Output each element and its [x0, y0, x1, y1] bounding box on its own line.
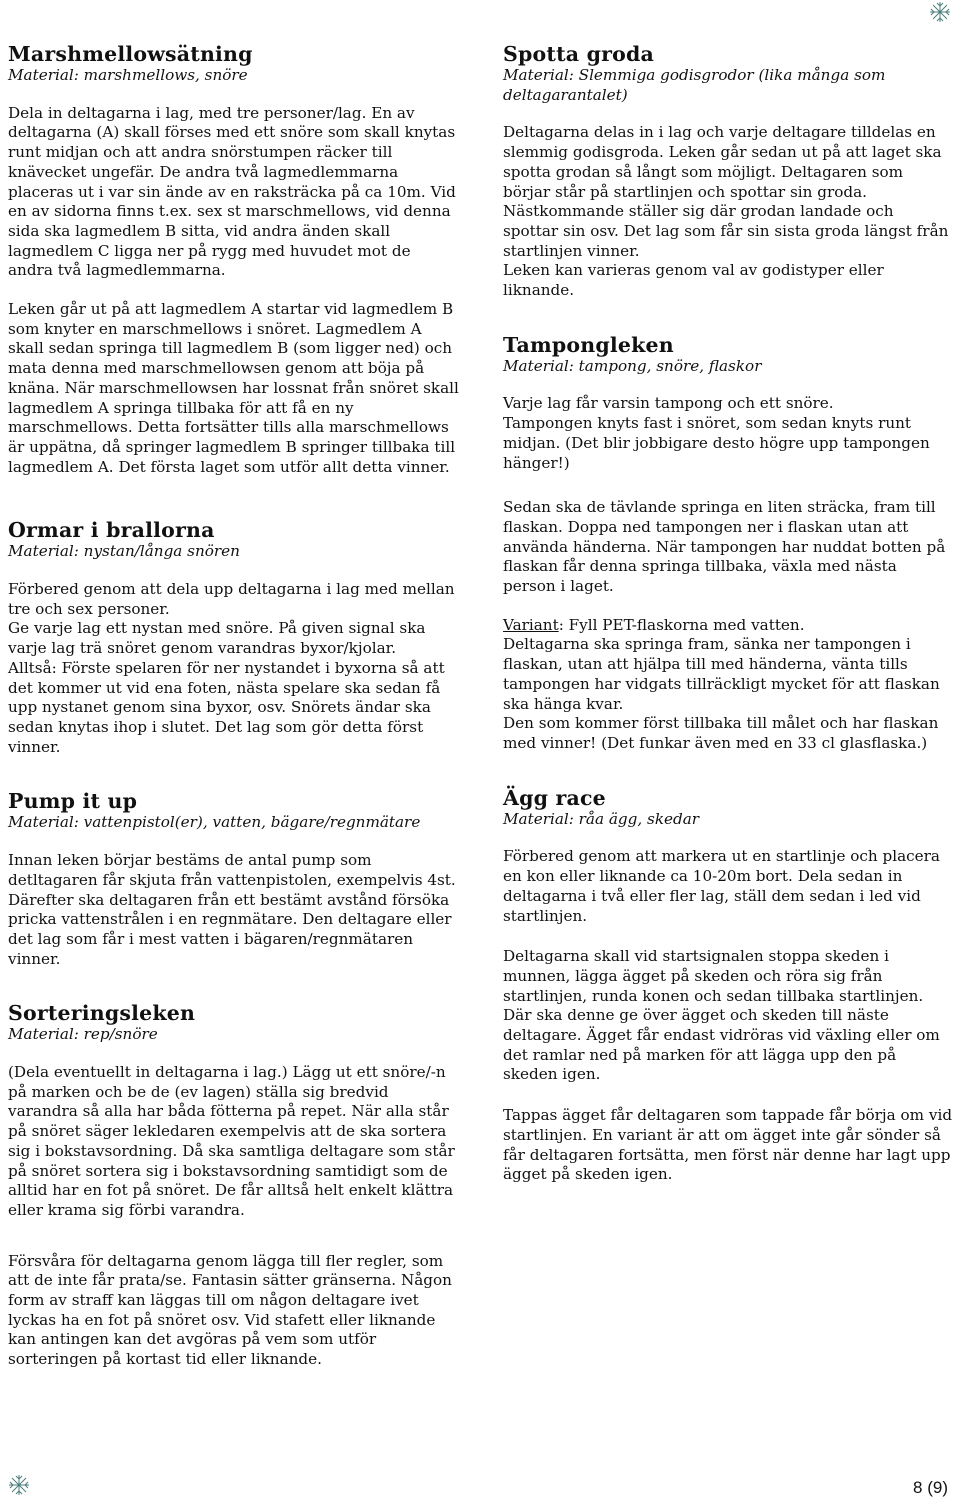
snowflake-icon	[929, 1, 951, 23]
section-material: Material: marshmellows, snöre	[8, 66, 248, 84]
paragraph: (Dela eventuellt in deltagarna i lag.) Lägg ut ett snöre/-n på marken och be de (ev lagen) ställa sig bredvid varandra så alla har båda fötterna på repet. När alla står på snöret säger lekledaren exempelvis att de ska sortera sig i bokstavsordning. Då ska samtliga deltagare som står på snöret sortera sig i bokstavsordning samtidigt som de alltid har en fot på snöret. De får alltså helt enkelt klättra eller krama sig förbi varandra.	[8, 1063, 455, 1219]
left-column	[8, 42, 460, 1389]
section-title: Ägg race	[503, 785, 606, 810]
section-title: Marshmellowsätning	[8, 42, 253, 66]
paragraph: Innan leken börjar bestäms de antal pump som detltagaren får skjuta från vattenpistolen, exempelvis 4st. Därefter ska deltagaren från ett bestämt avstånd försöka pricka vattenstrålen i en regnmätare. Den deltagare eller det lag som får i mest vatten i bägaren/regnmätaren vinner.	[8, 851, 456, 968]
snowflake-icon	[8, 1474, 30, 1496]
paragraph: Tappas ägget får deltagaren som tappade får börja om vid startlinjen. En variant är att om ägget inte går sönder så får deltagaren fortsätta, men först när denne har lagt upp ägget på skeden igen.	[503, 1106, 953, 1184]
section-material: Material: rep/snöre	[8, 1025, 158, 1044]
paragraph: Förbered genom att dela upp deltagarna i lag med mellan tre och sex personer.	[8, 580, 455, 618]
paragraph: Sedan ska de tävlande springa en liten sträcka, fram till flaskan. Doppa ned tampongen ner i flaskan utan att använda händerna. När tampongen har nuddat botten på flaskan får denna springa tillbaka, växla med nästa person i laget.	[503, 498, 946, 596]
right-column	[503, 42, 953, 1204]
section-material: Material: nystan/långa snören	[8, 542, 240, 561]
paragraph: Tampongen knyts fast i snöret, som sedan knyts runt midjan. (Det blir jobbigare desto högre upp tampongen hänger!)	[503, 414, 930, 472]
paragraph: Varje lag får varsin tampong och ett snöre.	[503, 394, 834, 413]
section-title: Spotta groda	[503, 42, 654, 66]
section-title: Sorteringsleken	[8, 1001, 196, 1026]
paragraph: Försvåra för deltagarna genom lägga till fler regler, som att de inte får prata/se. Fantasin sätter gränserna. Någon form av straff kan läggas till om någon deltagare ivet lyckas ha en fot på snöret osv. Vid stafett eller liknande kan antingen kan det avgöras på vem som utför sorteringen på kortast tid eller liknande.	[8, 1251, 452, 1369]
variant-label: Variant	[503, 615, 559, 634]
paragraph: Deltagarna ska springa fram, sänka ner tampongen i flaskan, utan att hjälpa till med händerna, vänta tills tampongen har vidgats tillräckligt mycket för att flaskan ska hänga kvar.	[503, 635, 940, 713]
paragraph: Leken går ut på att lagmedlem A startar vid lagmedlem B som knyter en marschmellows i snöret. Lagmedlem A skall sedan springa till lagmedlem B (som ligger ned) och mata denna med marschmellowsen genom att böja på knäna. När marschmellowsen har lossnat från snöret skall lagmedlem A springa tillbaka för att få en ny marschmellows. Detta fortsätter tills alla marschmellows är uppätna, då springer lagmedlem B springer tillbaka till lagmedlem A. Det första laget som utför allt detta vinner.	[8, 300, 459, 476]
section-title: Ormar i brallorna	[8, 518, 215, 543]
section-material: Material: tampong, snöre, flaskor	[503, 356, 762, 375]
paragraph: Dela in deltagarna i lag, med tre personer/lag. En av deltagarna (A) skall förses med ett snöre som skall knytas runt midjan och att andra snörstumpen räcker till knävecket ungefär. De andra två lagmedlemmarna placeras ut i var sin ände av en raksträcka på ca 10m. Vid en av sidorna finns t.ex. sex st marschmellows, vid denna sida ska lagmedlem B sitta, vid andra änden skall lagmedlem C ligga ner på rygg med huvudet mot de andra två lagmedlemmarna.	[8, 103, 456, 280]
paragraph: Förbered genom att markera ut en startlinje och placera en kon eller liknande ca 10-20m bort. Dela sedan in deltagarna i två eller fler lag, ställ dem sedan i led vid startlinjen.	[503, 847, 940, 925]
paragraph: Den som kommer först tillbaka till målet och har flaskan med vinner! (Det funkar även med en 33 cl glasflaska.)	[503, 714, 939, 752]
paragraph: Ge varje lag ett nystan med snöre. På given signal ska varje lag trä snöret genom varandras byxor/kjolar.	[8, 619, 426, 658]
paragraph: Deltagarna delas in i lag och varje deltagare tilldelas en slemmig godisgroda. Leken går sedan ut på att laget ska spotta grodan så långt som möjligt. Deltagaren som börjar står på startlinjen och spottar sin groda. Nästkommande ställer sig där grodan landade och spottar sin osv. Det lag som får sin sista groda längst från startlinjen vinner.	[503, 123, 949, 260]
variant-line	[503, 616, 953, 636]
variant-text: : Fyll PET-flaskorna med vatten.	[558, 615, 805, 634]
page-number: 8 (9)	[913, 1478, 948, 1497]
section-material: Material: råa ägg, skedar	[503, 809, 700, 828]
section-title: Tampongleken	[503, 332, 674, 357]
paragraph: Deltagarna skall vid startsignalen stoppa skeden i munnen, lägga ägget på skeden och röra sig från startlinjen, runda konen och sedan tillbaka startlinjen. Där ska denne ge över ägget och skeden till näste deltagare. Ägget får endast vidröras vid växling eller om det ramlar ned på marken för att lägga upp den på skeden igen.	[503, 947, 940, 1084]
section-title: Pump it up	[8, 789, 138, 814]
section-material: Material: vattenpistol(er), vatten, bägare/regnmätare	[8, 813, 421, 832]
section-material: Material: Slemmiga godisgrodor (lika många som deltagarantalet)	[503, 66, 886, 104]
paragraph: Alltså: Förste spelaren för ner nystandet i byxorna så att det kommer ut vid ena foten, nästa spelare ska sedan få upp nystanet genom sina byxor, osv. Snörets ändar ska sedan knytas ihop i slutet. Det lag som gör detta först vinner.	[8, 658, 445, 756]
paragraph: Leken kan varieras genom val av godistyper eller liknande.	[503, 261, 884, 300]
